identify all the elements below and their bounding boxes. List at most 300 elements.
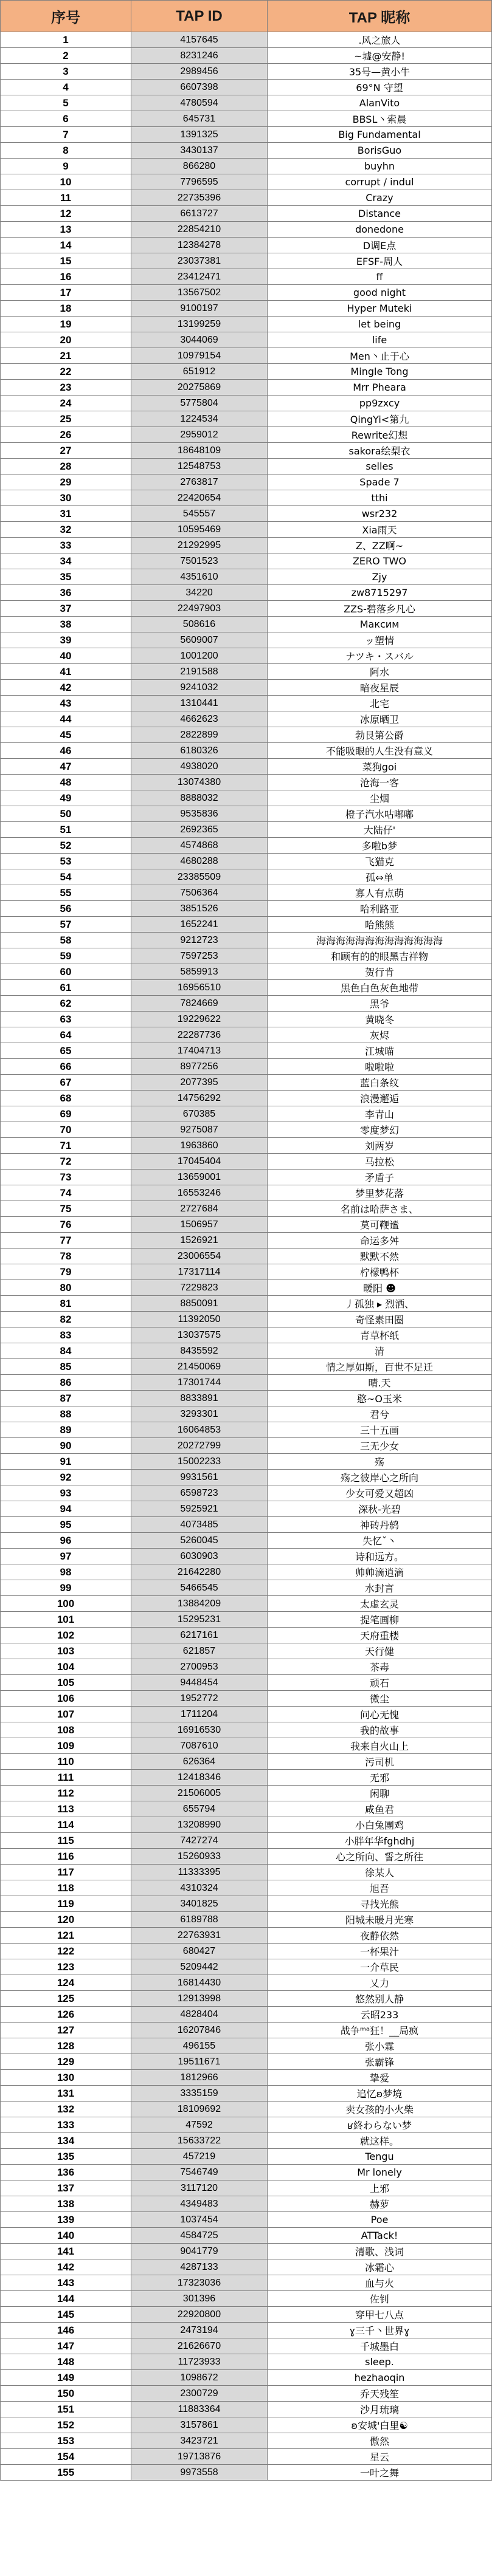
row-nickname-cell: Mrr Pheara xyxy=(268,380,492,396)
row-nickname-cell: 三无少女 xyxy=(268,1438,492,1454)
row-seq-cell: 1 xyxy=(1,32,131,48)
row-seq-cell: 138 xyxy=(1,2196,131,2212)
row-nickname-cell: zw8715297 xyxy=(268,585,492,601)
table-row xyxy=(1,1580,492,1596)
table-row xyxy=(1,301,492,317)
row-seq-cell: 9 xyxy=(1,159,131,174)
row-nickname-cell: 战争ᵐᵃ狂！__局疯 xyxy=(268,2023,492,2038)
row-tap-id-cell: 8888032 xyxy=(131,790,268,806)
table-row xyxy=(1,917,492,933)
row-tap-id-cell: 13659001 xyxy=(131,1170,268,1185)
row-seq-cell: 123 xyxy=(1,1959,131,1975)
table-row xyxy=(1,2070,492,2086)
row-tap-id-cell: 4938020 xyxy=(131,759,268,775)
row-nickname-cell: 闲聊 xyxy=(268,1786,492,1801)
row-nickname-cell: 一介草民 xyxy=(268,1959,492,1975)
row-nickname-cell: ナツキ・スバル xyxy=(268,648,492,664)
row-nickname-cell: 不能吸眼的人生没有意义 xyxy=(268,743,492,759)
row-nickname-cell: Big Fundamental xyxy=(268,127,492,143)
table-row xyxy=(1,2038,492,2054)
table-row xyxy=(1,2338,492,2354)
row-nickname-cell: 贺行肯 xyxy=(268,964,492,980)
row-nickname-cell: 菜狗goi xyxy=(268,759,492,775)
row-nickname-cell: 就这样。 xyxy=(268,2133,492,2149)
row-seq-cell: 95 xyxy=(1,1517,131,1533)
row-nickname-cell: Men丶止于心 xyxy=(268,348,492,364)
row-nickname-cell: Z、ZZ啊~ xyxy=(268,538,492,553)
row-seq-cell: 89 xyxy=(1,1422,131,1438)
row-tap-id-cell: 20272799 xyxy=(131,1438,268,1454)
table-row xyxy=(1,1091,492,1106)
row-seq-cell: 16 xyxy=(1,269,131,285)
row-nickname-cell: 少女可爱又超凶 xyxy=(268,1485,492,1501)
table-row xyxy=(1,1264,492,1280)
row-nickname-cell: 69°N 守望 xyxy=(268,80,492,95)
table-row xyxy=(1,1628,492,1643)
row-tap-id-cell: 16207846 xyxy=(131,2023,268,2038)
row-tap-id-cell: 6189788 xyxy=(131,1912,268,1928)
row-seq-cell: 81 xyxy=(1,1296,131,1312)
row-tap-id-cell: 651912 xyxy=(131,364,268,380)
table-row xyxy=(1,2149,492,2165)
row-seq-cell: 146 xyxy=(1,2323,131,2338)
row-nickname-cell: QingYi<第九 xyxy=(268,411,492,427)
row-tap-id-cell: 23412471 xyxy=(131,269,268,285)
row-tap-id-cell: 5775804 xyxy=(131,396,268,411)
row-nickname-cell: 刘两岁 xyxy=(268,1138,492,1154)
header-tap-id: TAP ID xyxy=(131,1,268,32)
table-row xyxy=(1,569,492,585)
table-row xyxy=(1,238,492,253)
row-seq-cell: 117 xyxy=(1,1865,131,1880)
row-seq-cell: 52 xyxy=(1,838,131,854)
table-row xyxy=(1,1786,492,1801)
row-seq-cell: 93 xyxy=(1,1485,131,1501)
row-tap-id-cell: 8850091 xyxy=(131,1296,268,1312)
table-row xyxy=(1,1707,492,1722)
table-row xyxy=(1,743,492,759)
row-nickname-cell: 挚爱 xyxy=(268,2070,492,2086)
row-seq-cell: 37 xyxy=(1,601,131,617)
row-nickname-cell: 江城喵 xyxy=(268,1043,492,1059)
row-nickname-cell: 黑色白色灰色地带 xyxy=(268,980,492,996)
row-tap-id-cell: 6030903 xyxy=(131,1549,268,1564)
row-nickname-cell: 血与火 xyxy=(268,2275,492,2291)
row-seq-cell: 102 xyxy=(1,1628,131,1643)
table-row xyxy=(1,696,492,711)
row-nickname-cell: 三十五画 xyxy=(268,1422,492,1438)
row-tap-id-cell: 9931561 xyxy=(131,1470,268,1485)
row-tap-id-cell: 2822899 xyxy=(131,727,268,743)
row-nickname-cell: 黄晓冬 xyxy=(268,1012,492,1027)
row-seq-cell: 122 xyxy=(1,1944,131,1959)
row-nickname-cell: ɣ三千丶世界ɣ xyxy=(268,2323,492,2338)
row-seq-cell: 40 xyxy=(1,648,131,664)
table-row xyxy=(1,2275,492,2291)
row-tap-id-cell: 7087610 xyxy=(131,1738,268,1754)
table-row xyxy=(1,775,492,790)
row-nickname-cell: 奇怪素田圈 xyxy=(268,1312,492,1327)
table-row xyxy=(1,1185,492,1201)
table-row xyxy=(1,1027,492,1043)
table-row xyxy=(1,2165,492,2180)
row-tap-id-cell: 3423721 xyxy=(131,2433,268,2449)
table-row xyxy=(1,1738,492,1754)
row-nickname-cell: 我的故事 xyxy=(268,1722,492,1738)
row-seq-cell: 41 xyxy=(1,664,131,680)
row-nickname-cell: Rewrite幻想 xyxy=(268,427,492,443)
table-row xyxy=(1,1217,492,1233)
row-tap-id-cell: 1098672 xyxy=(131,2370,268,2386)
row-tap-id-cell: 13567502 xyxy=(131,285,268,301)
table-row xyxy=(1,1770,492,1786)
table-row xyxy=(1,806,492,822)
row-seq-cell: 32 xyxy=(1,522,131,538)
row-tap-id-cell: 17317114 xyxy=(131,1264,268,1280)
table-row xyxy=(1,1865,492,1880)
row-tap-id-cell: 13208990 xyxy=(131,1817,268,1833)
row-seq-cell: 121 xyxy=(1,1928,131,1944)
table-row xyxy=(1,1801,492,1817)
row-tap-id-cell: 1652241 xyxy=(131,917,268,933)
row-nickname-cell: 徐某人 xyxy=(268,1865,492,1880)
row-nickname-cell: 憨~O玉米 xyxy=(268,1391,492,1406)
row-nickname-cell: wsr232 xyxy=(268,506,492,522)
row-seq-cell: 11 xyxy=(1,190,131,206)
row-tap-id-cell: 12913998 xyxy=(131,1991,268,2007)
row-nickname-cell: Distance xyxy=(268,206,492,222)
row-seq-cell: 139 xyxy=(1,2212,131,2228)
row-tap-id-cell: 9973558 xyxy=(131,2465,268,2481)
row-nickname-cell: 一杯果汁 xyxy=(268,1944,492,1959)
table-row xyxy=(1,2023,492,2038)
row-tap-id-cell: 4157645 xyxy=(131,32,268,48)
table-row xyxy=(1,1944,492,1959)
table-row xyxy=(1,1406,492,1422)
table-row xyxy=(1,1470,492,1485)
row-seq-cell: 6 xyxy=(1,111,131,127)
table-row xyxy=(1,1106,492,1122)
row-seq-cell: 57 xyxy=(1,917,131,933)
row-nickname-cell: .风之旅人 xyxy=(268,32,492,48)
row-tap-id-cell: 7229823 xyxy=(131,1280,268,1296)
row-seq-cell: 153 xyxy=(1,2433,131,2449)
row-seq-cell: 86 xyxy=(1,1375,131,1391)
row-nickname-cell: 阿水 xyxy=(268,664,492,680)
table-row xyxy=(1,380,492,396)
row-seq-cell: 59 xyxy=(1,948,131,964)
row-seq-cell: 150 xyxy=(1,2386,131,2402)
row-seq-cell: 147 xyxy=(1,2338,131,2354)
row-seq-cell: 7 xyxy=(1,127,131,143)
row-seq-cell: 116 xyxy=(1,1849,131,1865)
row-seq-cell: 75 xyxy=(1,1201,131,1217)
row-nickname-cell: 咸鱼君 xyxy=(268,1801,492,1817)
row-nickname-cell: 35号—黄小牛 xyxy=(268,64,492,80)
row-nickname-cell: 马拉松 xyxy=(268,1154,492,1170)
row-nickname-cell: buyhn xyxy=(268,159,492,174)
row-tap-id-cell: 13199259 xyxy=(131,317,268,332)
row-tap-id-cell: 11392050 xyxy=(131,1312,268,1327)
row-nickname-cell: EFSF-周人 xyxy=(268,253,492,269)
row-seq-cell: 15 xyxy=(1,253,131,269)
table-row xyxy=(1,1485,492,1501)
table-row xyxy=(1,2465,492,2481)
table-row xyxy=(1,317,492,332)
table-row xyxy=(1,1564,492,1580)
row-nickname-cell: 北宅 xyxy=(268,696,492,711)
row-nickname-cell: 梦里梦花落 xyxy=(268,1185,492,1201)
row-seq-cell: 124 xyxy=(1,1975,131,1991)
row-seq-cell: 155 xyxy=(1,2465,131,2481)
row-nickname-cell: 乔天残笙 xyxy=(268,2386,492,2402)
row-nickname-cell: 心之所向、誓之所往 xyxy=(268,1849,492,1865)
row-seq-cell: 103 xyxy=(1,1643,131,1659)
row-nickname-cell: 沙月琉璃 xyxy=(268,2402,492,2417)
table-row xyxy=(1,1043,492,1059)
row-tap-id-cell: 22287736 xyxy=(131,1027,268,1043)
row-nickname-cell: 情之厚如斯，百世不足迁 xyxy=(268,1359,492,1375)
row-seq-cell: 22 xyxy=(1,364,131,380)
table-row xyxy=(1,1880,492,1896)
row-seq-cell: 68 xyxy=(1,1091,131,1106)
table-row xyxy=(1,1296,492,1312)
table-row xyxy=(1,2054,492,2070)
row-tap-id-cell: 17323036 xyxy=(131,2275,268,2291)
row-tap-id-cell: 6217161 xyxy=(131,1628,268,1643)
row-tap-id-cell: 7546749 xyxy=(131,2165,268,2180)
row-nickname-cell: 阳城未暖月光寒 xyxy=(268,1912,492,1928)
row-tap-id-cell: 16956510 xyxy=(131,980,268,996)
row-nickname-cell: 暖阳 ☻ xyxy=(268,1280,492,1296)
row-tap-id-cell: 21292995 xyxy=(131,538,268,553)
row-tap-id-cell: 655794 xyxy=(131,1801,268,1817)
row-seq-cell: 125 xyxy=(1,1991,131,2007)
row-tap-id-cell: 7501523 xyxy=(131,553,268,569)
table-row xyxy=(1,822,492,838)
row-nickname-cell: 太虚玄灵 xyxy=(268,1596,492,1612)
row-nickname-cell: ʚ安城'白里☯ xyxy=(268,2417,492,2433)
table-row xyxy=(1,1912,492,1928)
row-seq-cell: 5 xyxy=(1,95,131,111)
row-seq-cell: 149 xyxy=(1,2370,131,2386)
row-tap-id-cell: 670385 xyxy=(131,1106,268,1122)
row-tap-id-cell: 866280 xyxy=(131,159,268,174)
row-nickname-cell: 顽石 xyxy=(268,1675,492,1691)
row-nickname-cell: let being xyxy=(268,317,492,332)
table-row xyxy=(1,885,492,901)
row-tap-id-cell: 22420654 xyxy=(131,490,268,506)
row-seq-cell: 137 xyxy=(1,2180,131,2196)
row-nickname-cell: 失忆ˇ丶 xyxy=(268,1533,492,1549)
row-seq-cell: 38 xyxy=(1,617,131,632)
table-row xyxy=(1,2007,492,2023)
row-seq-cell: 25 xyxy=(1,411,131,427)
row-seq-cell: 21 xyxy=(1,348,131,364)
row-seq-cell: 145 xyxy=(1,2307,131,2323)
row-tap-id-cell: 1310441 xyxy=(131,696,268,711)
row-tap-id-cell: 2191588 xyxy=(131,664,268,680)
row-nickname-cell: 蓝白条纹 xyxy=(268,1075,492,1091)
table-row xyxy=(1,538,492,553)
row-tap-id-cell: 15633722 xyxy=(131,2133,268,2149)
row-nickname-cell: 提笔画柳 xyxy=(268,1612,492,1628)
row-tap-id-cell: 6613727 xyxy=(131,206,268,222)
row-seq-cell: 134 xyxy=(1,2133,131,2149)
row-tap-id-cell: 5260045 xyxy=(131,1533,268,1549)
row-tap-id-cell: 15295231 xyxy=(131,1612,268,1628)
row-seq-cell: 90 xyxy=(1,1438,131,1454)
row-nickname-cell: sakora绘梨衣 xyxy=(268,443,492,459)
table-row xyxy=(1,901,492,917)
table-row xyxy=(1,2180,492,2196)
table-row xyxy=(1,2417,492,2433)
row-seq-cell: 151 xyxy=(1,2402,131,2417)
table-row xyxy=(1,1691,492,1707)
row-nickname-cell: ATTack! xyxy=(268,2228,492,2244)
row-seq-cell: 82 xyxy=(1,1312,131,1327)
row-seq-cell: 18 xyxy=(1,301,131,317)
table-row xyxy=(1,253,492,269)
row-nickname-cell: 清歌、浅词 xyxy=(268,2244,492,2259)
row-nickname-cell: 勃艮第公爵 xyxy=(268,727,492,743)
table-row xyxy=(1,190,492,206)
row-nickname-cell: 大陆仔' xyxy=(268,822,492,838)
table-row xyxy=(1,1549,492,1564)
table-row xyxy=(1,1327,492,1343)
row-tap-id-cell: 626364 xyxy=(131,1754,268,1770)
row-nickname-cell: ZERO TWO xyxy=(268,553,492,569)
row-tap-id-cell: 508616 xyxy=(131,617,268,632)
row-seq-cell: 62 xyxy=(1,996,131,1012)
row-nickname-cell: 君兮 xyxy=(268,1406,492,1422)
table-row xyxy=(1,1817,492,1833)
table-row xyxy=(1,1501,492,1517)
table-row xyxy=(1,2117,492,2133)
row-nickname-cell: 橙子汽水咕嘟嘟 xyxy=(268,806,492,822)
row-tap-id-cell: 1711204 xyxy=(131,1707,268,1722)
row-tap-id-cell: 3293301 xyxy=(131,1406,268,1422)
row-tap-id-cell: 16064853 xyxy=(131,1422,268,1438)
row-nickname-cell: 污司机 xyxy=(268,1754,492,1770)
row-nickname-cell: 天府重楼 xyxy=(268,1628,492,1643)
table-row xyxy=(1,601,492,617)
row-nickname-cell: 哈熊熊 xyxy=(268,917,492,933)
row-tap-id-cell: 4287133 xyxy=(131,2259,268,2275)
row-seq-cell: 119 xyxy=(1,1896,131,1912)
row-seq-cell: 152 xyxy=(1,2417,131,2433)
row-seq-cell: 104 xyxy=(1,1659,131,1675)
row-seq-cell: 154 xyxy=(1,2449,131,2465)
row-nickname-cell: Mr lonely xyxy=(268,2165,492,2180)
table-row xyxy=(1,2323,492,2338)
row-seq-cell: 131 xyxy=(1,2086,131,2102)
table-row xyxy=(1,2307,492,2323)
row-seq-cell: 143 xyxy=(1,2275,131,2291)
row-seq-cell: 73 xyxy=(1,1170,131,1185)
row-tap-id-cell: 17301744 xyxy=(131,1375,268,1391)
table-row xyxy=(1,1517,492,1533)
row-tap-id-cell: 3430137 xyxy=(131,143,268,159)
row-nickname-cell: 尘烟 xyxy=(268,790,492,806)
row-seq-cell: 77 xyxy=(1,1233,131,1249)
table-row xyxy=(1,1643,492,1659)
row-seq-cell: 20 xyxy=(1,332,131,348)
row-tap-id-cell: 19511671 xyxy=(131,2054,268,2070)
row-tap-id-cell: 1526921 xyxy=(131,1233,268,1249)
table-row xyxy=(1,1975,492,1991)
table-row xyxy=(1,2433,492,2449)
row-nickname-cell: 多啦b梦 xyxy=(268,838,492,854)
row-tap-id-cell: 6180326 xyxy=(131,743,268,759)
table-row xyxy=(1,1959,492,1975)
row-tap-id-cell: 2763817 xyxy=(131,474,268,490)
table-row xyxy=(1,427,492,443)
row-seq-cell: 14 xyxy=(1,238,131,253)
row-seq-cell: 105 xyxy=(1,1675,131,1691)
row-seq-cell: 98 xyxy=(1,1564,131,1580)
row-tap-id-cell: 2300729 xyxy=(131,2386,268,2402)
row-nickname-cell: 和顾有的的眼黑吉祥物 xyxy=(268,948,492,964)
row-nickname-cell: 佐钊 xyxy=(268,2291,492,2307)
row-nickname-cell: 我来自火山上 xyxy=(268,1738,492,1754)
row-seq-cell: 112 xyxy=(1,1786,131,1801)
row-seq-cell: 99 xyxy=(1,1580,131,1596)
row-tap-id-cell: 21506005 xyxy=(131,1786,268,1801)
table-row xyxy=(1,1154,492,1170)
row-seq-cell: 54 xyxy=(1,869,131,885)
row-tap-id-cell: 7597253 xyxy=(131,948,268,964)
row-nickname-cell: 帅帅滴逍滴 xyxy=(268,1564,492,1580)
row-seq-cell: 109 xyxy=(1,1738,131,1754)
row-seq-cell: 13 xyxy=(1,222,131,238)
table-row xyxy=(1,1754,492,1770)
row-seq-cell: 128 xyxy=(1,2038,131,2054)
row-tap-id-cell: 16814430 xyxy=(131,1975,268,1991)
table-row xyxy=(1,32,492,48)
row-nickname-cell: 海海海海海海海海海海海海海 xyxy=(268,933,492,948)
row-tap-id-cell: 2473194 xyxy=(131,2323,268,2338)
row-nickname-cell: 小白兔團鸡 xyxy=(268,1817,492,1833)
table-row xyxy=(1,964,492,980)
table-row xyxy=(1,2291,492,2307)
table-row xyxy=(1,1233,492,1249)
row-nickname-cell: 莫可鞭谧 xyxy=(268,1217,492,1233)
row-nickname-cell: 青草杯纸 xyxy=(268,1327,492,1343)
row-nickname-cell: 傲然 xyxy=(268,2433,492,2449)
row-tap-id-cell: 1963860 xyxy=(131,1138,268,1154)
row-tap-id-cell: 23385509 xyxy=(131,869,268,885)
table-row xyxy=(1,1122,492,1138)
row-seq-cell: 67 xyxy=(1,1075,131,1091)
row-seq-cell: 111 xyxy=(1,1770,131,1786)
row-tap-id-cell: 4662623 xyxy=(131,711,268,727)
row-tap-id-cell: 13074380 xyxy=(131,775,268,790)
row-nickname-cell: D调E点 xyxy=(268,238,492,253)
row-seq-cell: 140 xyxy=(1,2228,131,2244)
row-nickname-cell: 李青山 xyxy=(268,1106,492,1122)
header-nickname: TAP 昵称 xyxy=(268,1,492,32)
table-row xyxy=(1,1454,492,1470)
row-nickname-cell: 默默不然 xyxy=(268,1249,492,1264)
row-tap-id-cell: 20275869 xyxy=(131,380,268,396)
table-row xyxy=(1,2370,492,2386)
row-tap-id-cell: 4780594 xyxy=(131,95,268,111)
row-seq-cell: 97 xyxy=(1,1549,131,1564)
header-seq: 序号 xyxy=(1,1,131,32)
row-tap-id-cell: 2989456 xyxy=(131,64,268,80)
row-nickname-cell: 命运多舛 xyxy=(268,1233,492,1249)
